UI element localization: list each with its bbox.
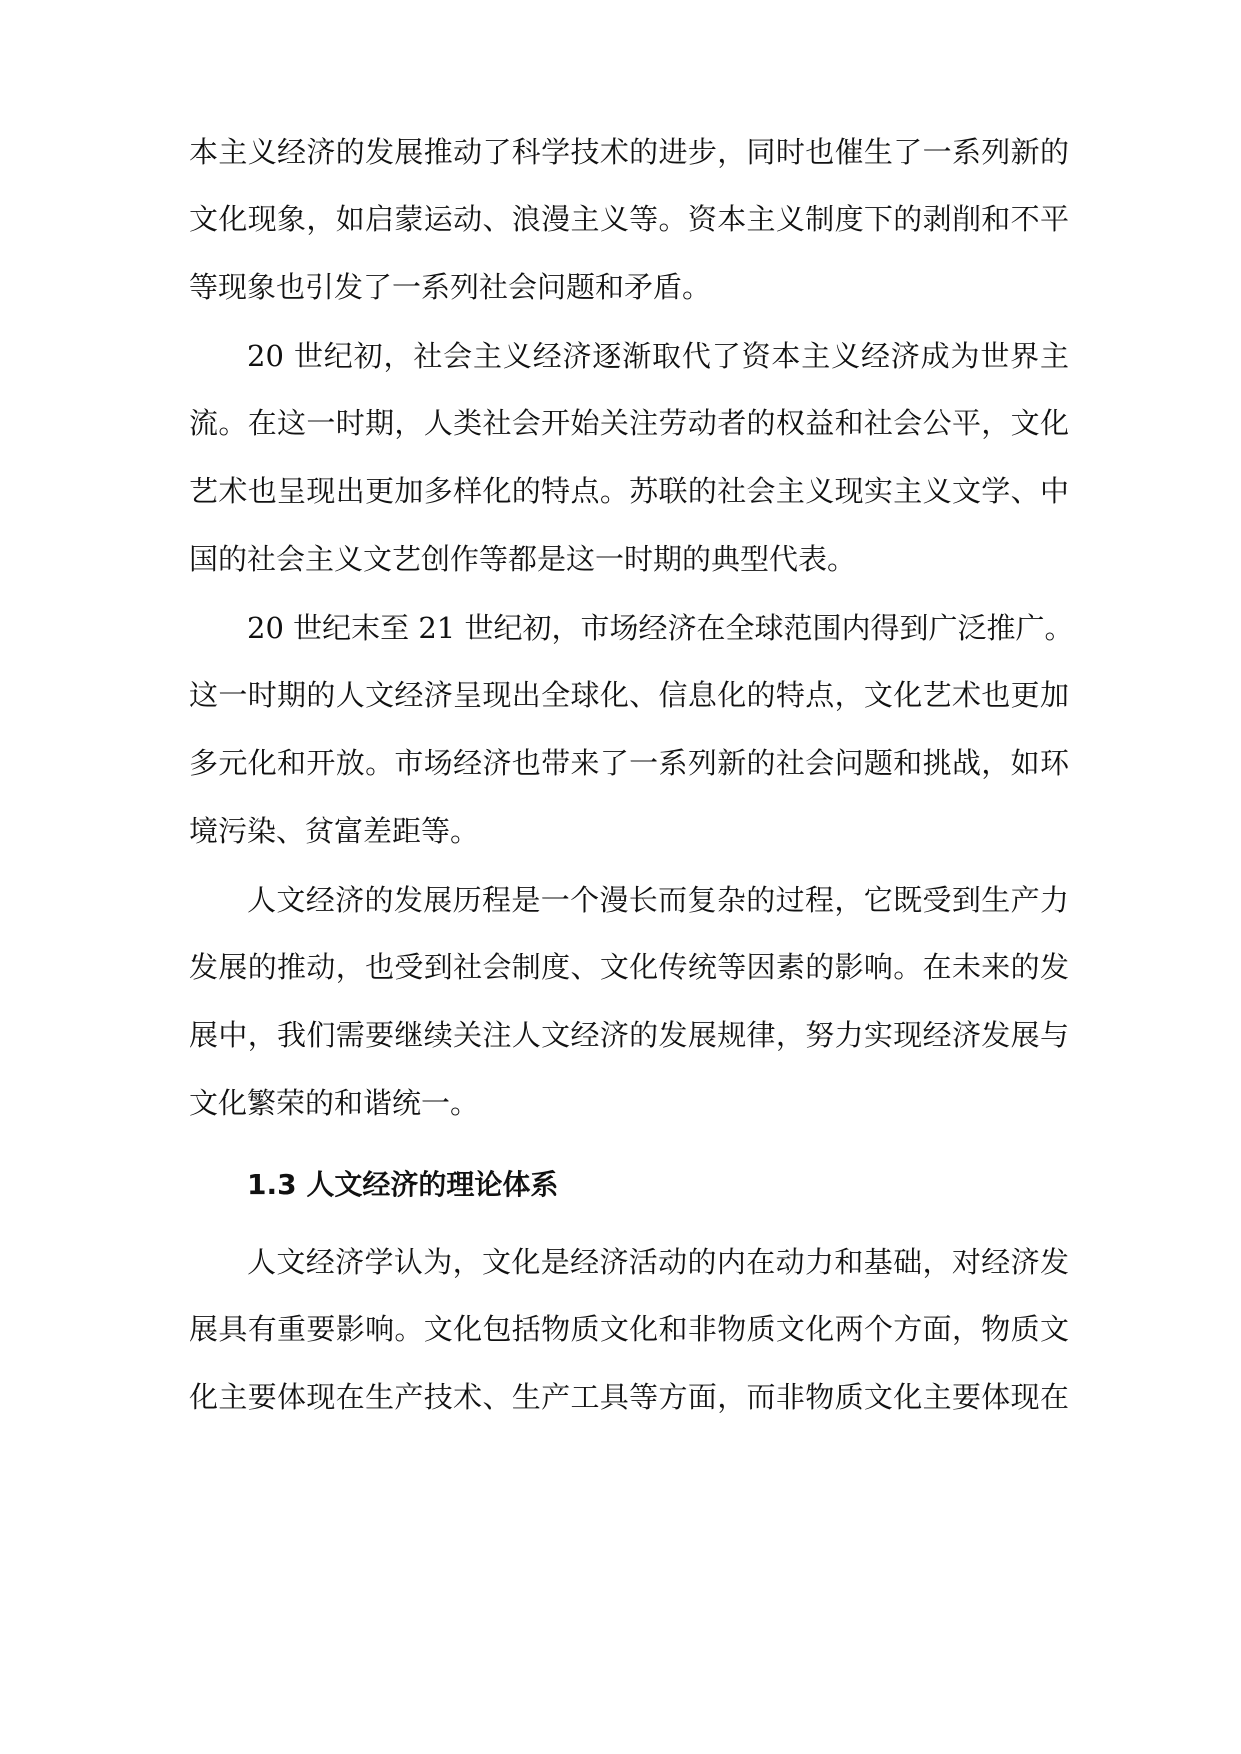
paragraph-line: 文化现象，如启蒙运动、浪漫主义等。资本主义制度下的剥削和不平 xyxy=(189,202,1069,236)
paragraph-line: 人文经济的发展历程是一个漫长而复杂的过程，它既受到生产力 xyxy=(247,883,1069,917)
paragraph-line: 化主要体现在生产技术、生产工具等方面，而非物质文化主要体现在 xyxy=(189,1380,1069,1414)
section-heading: 1.3 人文经济的理论体系 xyxy=(247,1168,559,1201)
paragraph-line: 这一时期的人文经济呈现出全球化、信息化的特点，文化艺术也更加 xyxy=(189,678,1069,712)
paragraph-line: 20 世纪初，社会主义经济逐渐取代了资本主义经济成为世界主 xyxy=(247,339,1069,373)
paragraph-line: 艺术也呈现出更加多样化的特点。苏联的社会主义现实主义文学、中 xyxy=(189,474,1069,508)
paragraph-line: 人文经济学认为，文化是经济活动的内在动力和基础，对经济发 xyxy=(247,1245,1069,1279)
paragraph-line: 等现象也引发了一系列社会问题和矛盾。 xyxy=(189,270,712,304)
paragraph-line: 境污染、贫富差距等。 xyxy=(189,814,480,848)
paragraph-line: 文化繁荣的和谐统一。 xyxy=(189,1086,480,1120)
paragraph-line: 展中，我们需要继续关注人文经济的发展规律，努力实现经济发展与 xyxy=(189,1018,1069,1052)
paragraph-line: 20 世纪末至 21 世纪初，市场经济在全球范围内得到广泛推广。 xyxy=(247,611,1074,645)
paragraph-line: 本主义经济的发展推动了科学技术的进步，同时也催生了一系列新的 xyxy=(189,135,1069,169)
paragraph-line: 国的社会主义文艺创作等都是这一时期的典型代表。 xyxy=(189,542,857,576)
paragraph-line: 流。在这一时期，人类社会开始关注劳动者的权益和社会公平，文化 xyxy=(189,406,1069,440)
paragraph-line: 发展的推动，也受到社会制度、文化传统等因素的影响。在未来的发 xyxy=(189,950,1069,984)
paragraph-line: 多元化和开放。市场经济也带来了一系列新的社会问题和挑战，如环 xyxy=(189,746,1069,780)
paragraph-line: 展具有重要影响。文化包括物质文化和非物质文化两个方面，物质文 xyxy=(189,1312,1069,1346)
